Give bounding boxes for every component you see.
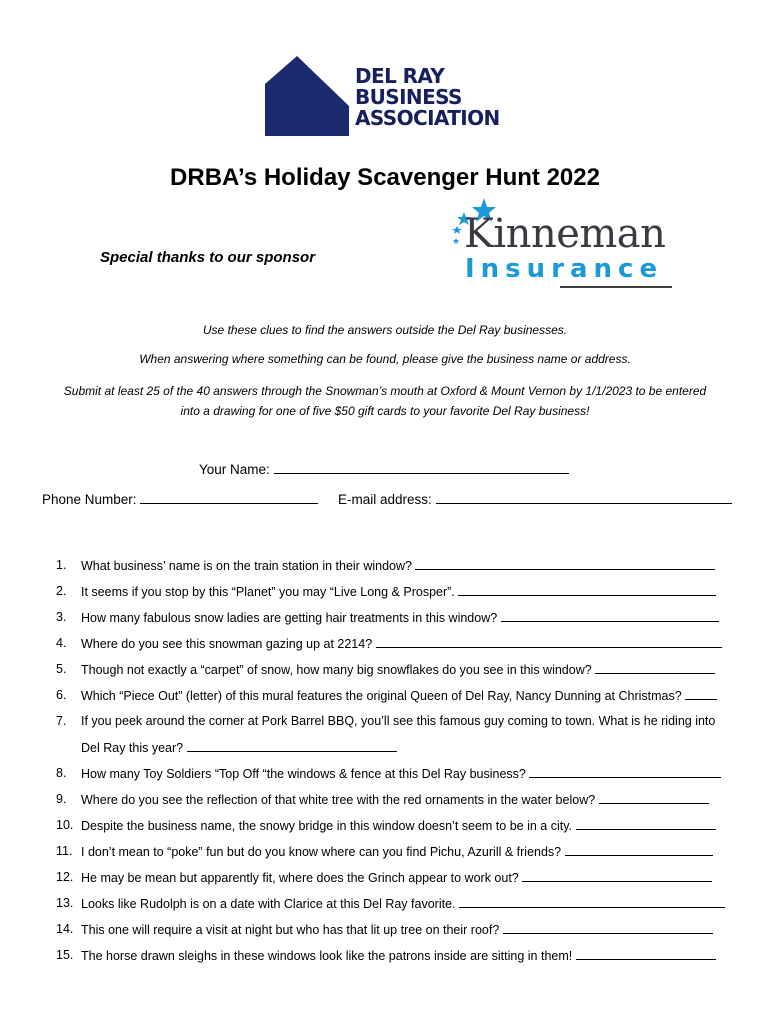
name-label: Your Name:	[199, 462, 270, 477]
answer-line[interactable]	[595, 662, 715, 674]
question-text: Del Ray this year?	[81, 741, 184, 755]
answer-line[interactable]	[458, 584, 716, 596]
answer-line[interactable]	[529, 766, 721, 778]
question-text: What business’ name is on the train station in their window?	[81, 559, 412, 573]
sponsor-rule	[560, 286, 672, 288]
intro-line-4-text: into a drawing for one of five $50 gift cards to your favorite Del Ray business!	[180, 404, 590, 418]
question-text: Which “Piece Out” (letter) of this mural features the original Queen of Del Ray, Nancy Dunning at Christmas?	[81, 689, 682, 703]
question-number: 12.	[56, 870, 74, 884]
answer-line[interactable]	[522, 870, 712, 882]
question-text: He may be mean but apparently fit, where does the Grinch appear to work out?	[81, 871, 519, 885]
question-text: If you peek around the corner at Pork Barrel BBQ, you’ll see this famous guy coming to town. What is he riding into	[81, 714, 716, 728]
answer-line[interactable]	[576, 948, 716, 960]
drba-logo	[263, 54, 523, 138]
question-number: 1.	[56, 558, 67, 572]
kinneman-logo	[448, 196, 678, 291]
question-text: How many Toy Soldiers “Top Off “the windows & fence at this Del Ray business?	[81, 767, 526, 781]
answer-line[interactable]	[576, 818, 716, 830]
intro-line-3	[0, 381, 770, 421]
drba-logo-text	[355, 66, 500, 129]
intro-line-3-text: Submit at least 25 of the 40 answers through the Snowman’s mouth at Oxford & Mount Vernon by 1/1/2023 to be entered	[63, 384, 707, 398]
question-text: This one will require a visit at night but who has that lit up tree on their roof?	[81, 923, 500, 937]
question-number: 11.	[56, 844, 73, 858]
question-number: 3.	[56, 610, 67, 624]
name-input-line[interactable]	[274, 461, 569, 474]
question-text: The horse drawn sleighs in these windows look like the patrons inside are sitting in them!	[81, 949, 573, 963]
answer-line[interactable]	[565, 844, 713, 856]
email-input-line[interactable]	[436, 491, 732, 504]
phone-label: Phone Number:	[42, 492, 137, 507]
logo-line-1: DEL RAY	[355, 64, 445, 88]
answer-line[interactable]	[685, 688, 717, 700]
question-number: 4.	[56, 636, 67, 650]
question-number: 2.	[56, 584, 67, 598]
question-number: 15.	[56, 948, 74, 962]
question-number: 13.	[56, 896, 74, 910]
name-field[interactable]	[199, 461, 569, 477]
question-number: 8.	[56, 766, 67, 780]
question-text: Despite the business name, the snowy bridge in this window doesn’t seem to be in a city.	[81, 819, 573, 833]
answer-line[interactable]	[599, 792, 709, 804]
phone-field[interactable]	[42, 491, 318, 507]
question-text: Where do you see the reflection of that white tree with the red ornaments in the water below?	[81, 793, 596, 807]
question-text: It seems if you stop by this “Planet” you may “Live Long & Prosper”.	[81, 585, 455, 599]
sponsor-thanks: Special thanks to our sponsor	[100, 249, 316, 266]
answer-line[interactable]	[503, 922, 713, 934]
house-logo-icon	[263, 54, 353, 136]
question-number: 14.	[56, 922, 74, 936]
question-text: How many fabulous snow ladies are getting hair treatments in this window?	[81, 611, 498, 625]
answer-line[interactable]	[376, 636, 722, 648]
question-number: 7.	[56, 714, 67, 728]
page-title: DRBA’s Holiday Scavenger Hunt 2022	[170, 164, 600, 191]
question-text: Looks like Rudolph is on a date with Clarice at this Del Ray favorite.	[81, 897, 456, 911]
email-field[interactable]	[338, 491, 732, 507]
question-text: Where do you see this snowman gazing up at 2214?	[81, 637, 373, 651]
logo-line-3: ASSOCIATION	[355, 106, 500, 130]
answer-line[interactable]	[187, 740, 397, 752]
question-text: I don’t mean to “poke” fun but do you know where can you find Pichu, Azurill & friends?	[81, 845, 562, 859]
question-number: 5.	[56, 662, 67, 676]
question-number: 6.	[56, 688, 67, 702]
intro-line-2: When answering where something can be found, please give the business name or address.	[139, 352, 631, 366]
phone-input-line[interactable]	[140, 491, 318, 504]
intro-line-1: Use these clues to find the answers outside the Del Ray businesses.	[202, 323, 568, 337]
question-number: 9.	[56, 792, 67, 806]
answer-line[interactable]	[459, 896, 725, 908]
answer-line[interactable]	[415, 558, 715, 570]
question-number: 10.	[56, 818, 74, 832]
answer-line[interactable]	[501, 610, 719, 622]
email-label: E-mail address:	[338, 492, 432, 507]
sponsor-name: Kinneman	[464, 211, 666, 257]
question-text: Though not exactly a “carpet” of snow, how many big snowflakes do you see in this window?	[81, 663, 592, 677]
sponsor-subname: Insurance	[465, 254, 664, 284]
logo-line-2: BUSINESS	[355, 85, 462, 109]
